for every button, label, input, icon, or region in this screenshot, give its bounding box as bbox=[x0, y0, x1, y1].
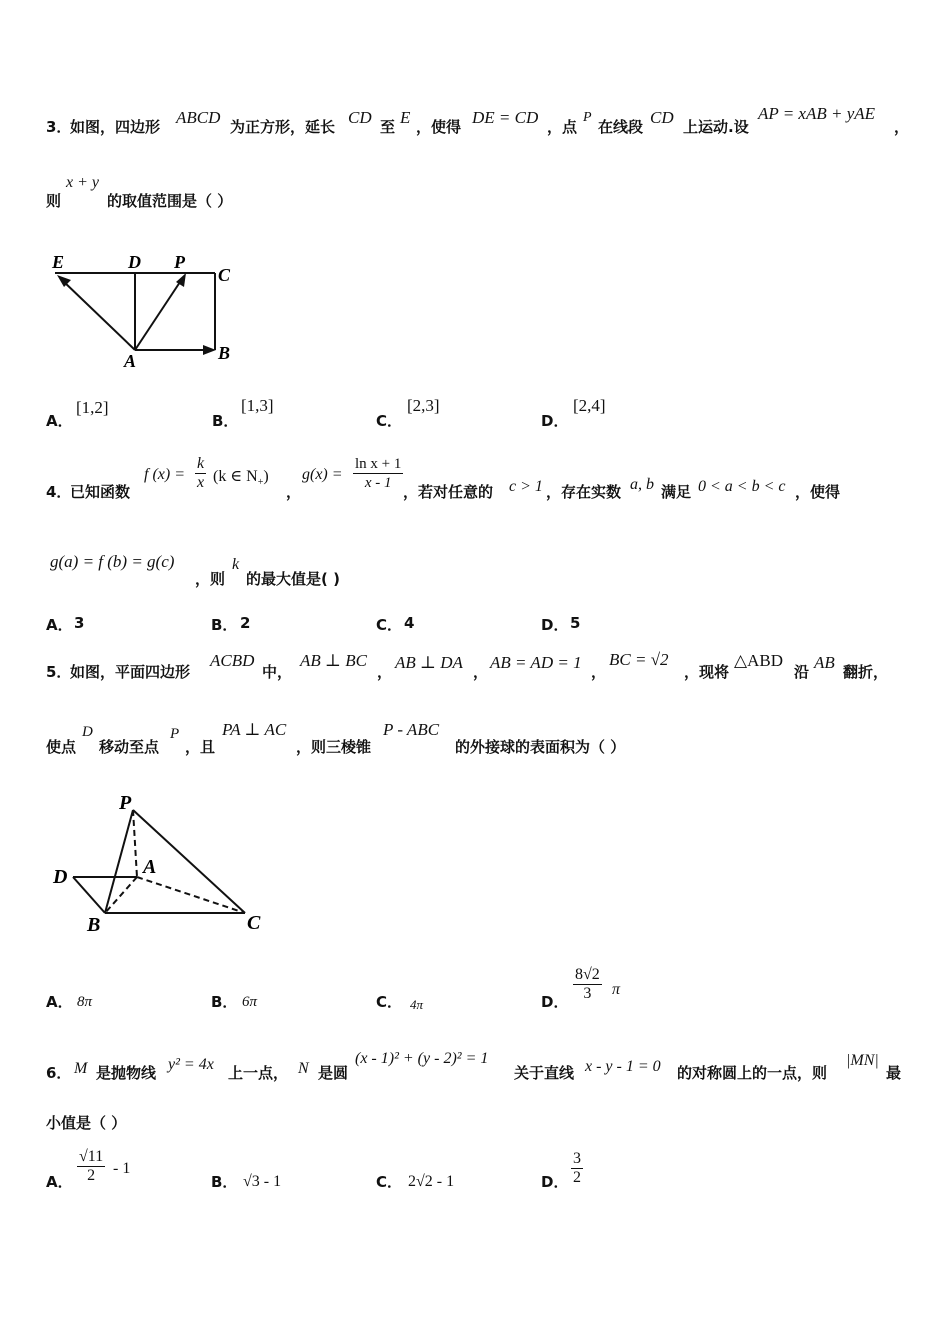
q3-fig-line-ap bbox=[135, 279, 182, 350]
q5-text-8: 翻折， bbox=[843, 663, 889, 681]
q5-fig-line-pb bbox=[105, 810, 133, 913]
q3-option-a-value: [1,2] bbox=[76, 398, 109, 417]
q3-fig-arrow-e bbox=[57, 275, 71, 287]
q5-line2-text-5: 的外接球的表面积为（ ） bbox=[455, 738, 626, 756]
q3-line2-text-1: 则 bbox=[46, 192, 62, 210]
q4-line2-text-2: 的最大值是( ) bbox=[246, 570, 340, 588]
q3-option-c-value: [2,3] bbox=[407, 396, 440, 415]
q3-figure-square bbox=[40, 245, 250, 375]
q3-text-1: 如图，四边形 bbox=[70, 118, 161, 136]
q4-number: 4． bbox=[46, 483, 72, 501]
q3-option-b-value: [1,3] bbox=[241, 396, 274, 415]
q5-fig-line-db bbox=[73, 877, 105, 913]
q5-option-d-den: 3 bbox=[583, 985, 592, 1002]
q3-math-vector: AP = xAB + yAE bbox=[758, 104, 876, 123]
q4-f-cond bbox=[213, 466, 269, 488]
q3-fig-label-e: E bbox=[52, 252, 65, 272]
q3-fig-label-b: B bbox=[218, 343, 231, 363]
q5-math-bc: BC = √2 bbox=[609, 650, 669, 669]
q5-fig-label-c: C bbox=[247, 912, 261, 934]
q5-line2-text-3: ，且 bbox=[185, 738, 216, 756]
q4-line2-text-1: ，则 bbox=[195, 570, 226, 588]
q6-option-a-label[interactable]: A． bbox=[46, 1173, 73, 1191]
q4-text-2: ， bbox=[286, 483, 302, 501]
q6-option-a-fraction bbox=[77, 1148, 105, 1185]
q4-option-b-value: 2 bbox=[240, 614, 251, 632]
q3-text-8: ， bbox=[894, 118, 910, 136]
q5-text-2: 中， bbox=[262, 663, 293, 681]
q4-f-lhs: f (x) = bbox=[144, 466, 185, 483]
q6-option-d-fraction bbox=[571, 1150, 583, 1187]
q3-option-a-label[interactable]: A． bbox=[46, 412, 73, 430]
q3-fig-label-a: A bbox=[124, 351, 137, 371]
q3-option-b-label[interactable]: B． bbox=[212, 412, 239, 430]
q6-text-1: 是抛物线 bbox=[96, 1064, 157, 1082]
q3-math-e: E bbox=[400, 108, 411, 127]
q4-f-den: x bbox=[197, 474, 205, 491]
q5-line2-text-4: ，则三棱锥 bbox=[296, 738, 372, 756]
q5-figure-pyramid bbox=[45, 785, 275, 940]
q6-math-m: M bbox=[74, 1060, 88, 1077]
q4-math-ineq: 0 < a < b < c bbox=[698, 478, 786, 495]
q5-option-d-tail: π bbox=[612, 981, 621, 998]
q5-text-5: ， bbox=[591, 663, 607, 681]
q5-text-1: 如图，平面四边形 bbox=[70, 663, 191, 681]
q6-text-5: 的对称圆上的一点，则 bbox=[677, 1064, 828, 1082]
q6-math-n: N bbox=[298, 1060, 309, 1077]
q5-option-c-value: 4π bbox=[410, 997, 424, 1012]
q5-line2-math-d: D bbox=[82, 724, 93, 740]
q4-g-lhs: g(x) = bbox=[302, 466, 343, 483]
q6-text-6: 最 bbox=[886, 1064, 902, 1082]
q4-f-cond-text: (k ∈ N bbox=[213, 468, 258, 485]
q5-math-ab-bc: AB ⊥ BC bbox=[300, 651, 367, 670]
q3-number: 3． bbox=[46, 118, 72, 136]
q6-option-b-label[interactable]: B． bbox=[211, 1173, 238, 1191]
q4-option-c-label[interactable]: C． bbox=[376, 616, 403, 634]
q5-text-3: ， bbox=[377, 663, 393, 681]
q3-option-d-label[interactable]: D． bbox=[541, 412, 569, 430]
q3-math-de-cd: DE = CD bbox=[472, 108, 539, 127]
q5-fig-label-p: P bbox=[119, 792, 132, 814]
q6-option-d-den: 2 bbox=[573, 1169, 581, 1186]
q4-text-5: 满足 bbox=[661, 483, 692, 501]
q5-number: 5． bbox=[46, 663, 72, 681]
q5-line2-text-2: 移动至点 bbox=[99, 738, 160, 756]
q5-fig-label-d: D bbox=[53, 866, 68, 888]
q6-option-a-den: 2 bbox=[87, 1167, 96, 1184]
q6-text-4: 关于直线 bbox=[514, 1064, 575, 1082]
q6-number: 6． bbox=[46, 1064, 72, 1082]
q4-g-fraction bbox=[353, 455, 403, 492]
q6-option-c-value: 2√2 - 1 bbox=[408, 1173, 455, 1190]
q4-text-4: ，存在实数 bbox=[546, 483, 622, 501]
q4-f-cond-end: ) bbox=[263, 468, 269, 485]
q4-f-num: k bbox=[197, 455, 205, 472]
q6-option-a-num: √11 bbox=[79, 1148, 104, 1165]
q4-text-6: ，使得 bbox=[795, 483, 841, 501]
q6-option-d-num: 3 bbox=[573, 1150, 581, 1167]
q5-fig-label-a: A bbox=[143, 856, 157, 878]
q3-line2-math: x + y bbox=[66, 174, 99, 191]
q3-text-4: ，使得 bbox=[416, 118, 462, 136]
q5-text-7: 沿 bbox=[794, 663, 810, 681]
q4-option-c-value: 4 bbox=[404, 614, 415, 632]
q3-fig-label-c: C bbox=[218, 265, 231, 285]
q3-fig-line-ae bbox=[62, 280, 135, 350]
q5-line2-math-pabc: P - ABC bbox=[383, 720, 440, 739]
q3-fig-label-d: D bbox=[128, 252, 141, 272]
q4-option-d-label[interactable]: D． bbox=[541, 616, 569, 634]
q5-math-ab-da: AB ⊥ DA bbox=[395, 653, 463, 672]
q5-text-6: ，现将 bbox=[684, 663, 730, 681]
q5-math-triangle: △ABD bbox=[734, 651, 783, 670]
q5-option-a-label[interactable]: A． bbox=[46, 993, 73, 1011]
q3-math-p: P bbox=[583, 110, 592, 125]
q6-option-b-value: √3 - 1 bbox=[243, 1173, 282, 1190]
q5-line2-text-1: 使点 bbox=[46, 738, 77, 756]
q6-text-3: 是圆 bbox=[318, 1064, 349, 1082]
q5-math-ab: AB bbox=[814, 653, 835, 672]
q6-option-c-label[interactable]: C． bbox=[376, 1173, 403, 1191]
q6-option-a-tail: - 1 bbox=[113, 1160, 131, 1177]
q3-option-d-value: [2,4] bbox=[573, 396, 606, 415]
q3-fig-label-p: P bbox=[174, 252, 185, 272]
q4-f-fraction bbox=[195, 455, 206, 492]
q4-g-den: x - 1 bbox=[364, 475, 392, 491]
q6-text-2: 上一点， bbox=[228, 1064, 289, 1082]
q5-option-d-num: 8√2 bbox=[575, 966, 600, 983]
q3-text-3: 至 bbox=[380, 118, 396, 136]
q3-math-abcd: ABCD bbox=[176, 108, 221, 127]
q5-option-d-label[interactable]: D． bbox=[541, 993, 569, 1011]
q3-option-c-label[interactable]: C． bbox=[376, 412, 403, 430]
q4-line2-math-k: k bbox=[232, 556, 240, 573]
q4-math-c: c > 1 bbox=[509, 478, 543, 495]
q5-math-ab-ad: AB = AD = 1 bbox=[490, 653, 582, 672]
q4-option-d-value: 5 bbox=[570, 614, 581, 632]
q5-option-b-label[interactable]: B． bbox=[211, 993, 238, 1011]
q3-text-2: 为正方形，延长 bbox=[230, 118, 336, 136]
q5-option-d-fraction bbox=[573, 966, 602, 1003]
q6-line2-text-1: 小值是（ ） bbox=[46, 1114, 127, 1132]
q5-line2-math-p: P bbox=[170, 726, 180, 742]
q4-math-ab: a, b bbox=[630, 476, 654, 493]
q6-math-circle: (x - 1)² + (y - 2)² = 1 bbox=[355, 1050, 489, 1067]
q5-line2-math-pa-ac: PA ⊥ AC bbox=[222, 720, 287, 739]
q3-text-5: ，点 bbox=[547, 118, 578, 136]
q4-text-3: ，若对任意的 bbox=[403, 483, 494, 501]
q3-text-6: 在线段 bbox=[598, 118, 644, 136]
q5-math-acbd: ACBD bbox=[210, 651, 255, 670]
q6-math-mn: |MN| bbox=[846, 1052, 879, 1069]
q5-option-a-value: 8π bbox=[77, 994, 93, 1010]
q4-g-num: ln x + 1 bbox=[355, 456, 402, 472]
q4-option-a-value: 3 bbox=[74, 614, 85, 632]
q3-math-cd-2: CD bbox=[650, 108, 674, 127]
q4-option-b-label[interactable]: B． bbox=[211, 616, 238, 634]
q5-fig-label-b: B bbox=[87, 914, 101, 936]
q5-text-4: ， bbox=[473, 663, 489, 681]
q4-text-1: 已知函数 bbox=[70, 483, 131, 501]
q6-math-line: x - y - 1 = 0 bbox=[585, 1058, 661, 1075]
q5-fig-line-ac bbox=[137, 877, 245, 913]
q5-option-b-value: 6π bbox=[242, 994, 258, 1010]
q6-option-d-label[interactable]: D． bbox=[541, 1173, 569, 1191]
q5-option-c-label[interactable]: C． bbox=[376, 993, 403, 1011]
q3-math-cd: CD bbox=[348, 108, 372, 127]
q3-text-7: 上运动.设 bbox=[683, 118, 749, 136]
q6-math-parabola: y² = 4x bbox=[168, 1056, 214, 1073]
q4-f-cond-sub: + bbox=[257, 477, 264, 489]
q3-line2-text-2: 的取值范围是（ ） bbox=[107, 192, 233, 210]
q4-option-a-label[interactable]: A． bbox=[46, 616, 73, 634]
q4-line2-math: g(a) = f (b) = g(c) bbox=[50, 552, 175, 571]
q5-fig-line-pa bbox=[133, 810, 137, 877]
